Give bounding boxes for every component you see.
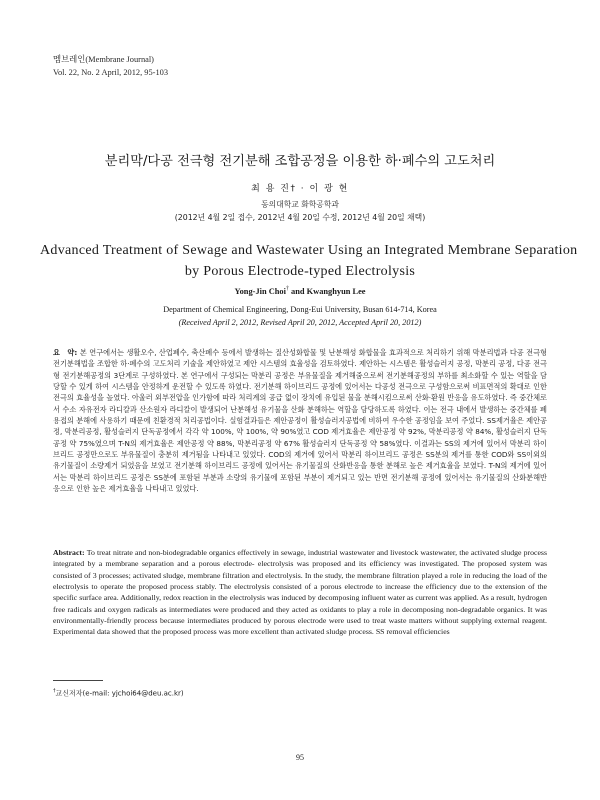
journal-volume-info: Vol. 22, No. 2 April, 2012, 95-103 (53, 68, 169, 77)
page-number: 95 (296, 753, 304, 762)
corresponding-author-dagger: † (285, 286, 289, 292)
footnote-text: 교신저자(e-mail: yjchoi64@deu.ac.kr) (55, 689, 184, 698)
english-authors-first: Yong-Jin Choi (234, 286, 286, 296)
korean-abstract-text: 본 연구에서는 생활오수, 산업폐수, 축산폐수 등에서 발생하는 질산성화합물 및 난분해성 화합물을 효과적으로 처리하기 위해 막분리법과 다공 전극형 전기분해법을 조합한 하·폐수의 고도처리 기술을 제안하였고 제안 시스템의 효율성을 검토하였다. 제안하는 시스템은 활성슬러지 공정, 막분리 공정, 다공 전극형 전기분해공정의 3단계로 구성하였다. 본 연구에서 구성되는 막분리 공정은 부유물질을 제거해줌으로써 전기분해공정의 부하를 최소화할 수 있는 역할을 담당할 수 있게 하여 시스템을 안정하게 운전할 수 있도록 하였다. 전기분해 하이브리드 공정에 있어서는 다공성 전극으로 구성함으로써 비표면적의 확대로 인한 전극의 효율성을 높였다. 아울러 외부전압을 인가함에 따라 처리계의 공급 없이 장치에 유입된 물을 분해시킴으로써 산화·환원 반응을 유도하였다. 즉 중간체로서 수소 자유전자 라디칼과 산소원자 라디칼이 발생되어 난분해성 유기물을 산화 분해하는 역할을 담당하도록 하였다. 이는 전극 내에서 발생하는 중간체를 폐용접의 분해에 사용하기 때문에 친환경적 처리공법이다. 실험결과들은 제안공정이 활성슬러지공법에 비하여 우수한 공정임을 보여 주었다. SS제거율은 제안공정, 막분리공정, 활성슬러지 단독공정에서 각각 약 100%, 약 100%, 약 90%였고 COD 제거효율은 제안공정 약 92%, 막분리공정 약 84%, 활성슬러지 단독공정 약 75%였으며 T-N의 제거효율은 제안공정 약 88%, 막분리공정 약 67% 활성슬러지 단독공정 약 58%였다. 이결과는 SS의 제거에 있어서 막분리 하이브리드 공정만으로도 부유물질이 충분히 제거됨을 나타내고 있었다. COD의 제거에 있어서 막분리 하이브리드 공정은 SS분의 제거를 통한 COD와 SS이외의 유기물질이 소량제거 되었음을 보였고 전기분해 하이브리드 공정에 있어서는 유기물질의 산화반응을 통한 분해로 높은 제거효율을 보였다. T-N의 제거에 있어서는 막분리 하이브리드 공정은 SS분에 포함된 부분과 소량의 유기물에 포함된 부분이 제거되고 있는 반면 전기분해 공정에 있어서는 유기물질의 산화분해반응으로 인한 높은 제거효율을 나타내고 있었다. (53, 348, 547, 494)
english-dates: (Received April 2, 2012, Revised April 20, 2012, Accepted April 20, 2012) (178, 318, 422, 327)
english-authors-rest: and Kwanghyun Lee (288, 286, 366, 296)
english-abstract (53, 547, 547, 638)
korean-affiliation: 동의대학교 화학공학과 (261, 200, 339, 209)
journal-header (53, 53, 168, 79)
english-abstract-text: To treat nitrate and non-biodegradable organics effectively in sewage, industrial wastewater and livestock wastewater, the activated sludge process integrated by a membrane separation and a porous electrode- electrolysis was proposed and its efficiency was investigated. The proposed system was consisted of 3 processes; activated sludge, membrane filtration and electrolysis. In the study, the membrane filtration played a role in reducing the load of the electrolysis to operate the proposed process stably. The electrolysis consisted of a porous electrode to increase the efficiency due to the extension of the specific surface area. Additionally, redox reaction in the electrolysis was induced by decomposing influent water as current was applied. As a result, hydrogen free radicals and oxygen radicals as intermediates were produced and they acted as oxidants to play a role in decomposing non-degradable organics. It was environmentally-friendly process because intermediates produced by porous electrode were used to treat waste matters without supplying external reagent. Experimental data showed that the proposed process was more excellent than activated sludge process. SS removal efficiencies (53, 548, 548, 637)
korean-authors: 최 용 진† · 이 광 현 (251, 184, 349, 194)
english-affiliation: Department of Chemical Engineering, Dong-Eui University, Busan 614-714, Korea (163, 305, 437, 314)
footnote-dagger: † (53, 688, 56, 694)
journal-name: 멤브레인(Membrane Journal) (53, 55, 154, 64)
english-abstract-label: Abstract: (53, 548, 87, 557)
footnote (53, 688, 184, 698)
korean-abstract (53, 347, 547, 494)
english-authors (0, 286, 600, 296)
english-title (40, 240, 578, 282)
korean-dates: (2012년 4월 2일 접수, 2012년 4월 20일 수정, 2012년 4월 20일 채택) (174, 213, 426, 222)
korean-abstract-label: 요 약: (53, 348, 80, 357)
korean-title: 분리막/다공 전극형 전기분해 조합공정을 이용한 하·폐수의 고도처리 (104, 154, 496, 169)
english-title-line-2: by Porous Electrode-typed Electrolysis (184, 264, 416, 279)
footnote-divider (53, 680, 103, 681)
english-title-line-1: Advanced Treatment of Sewage and Wastewater Using an Integrated Membrane Separation (40, 243, 578, 258)
